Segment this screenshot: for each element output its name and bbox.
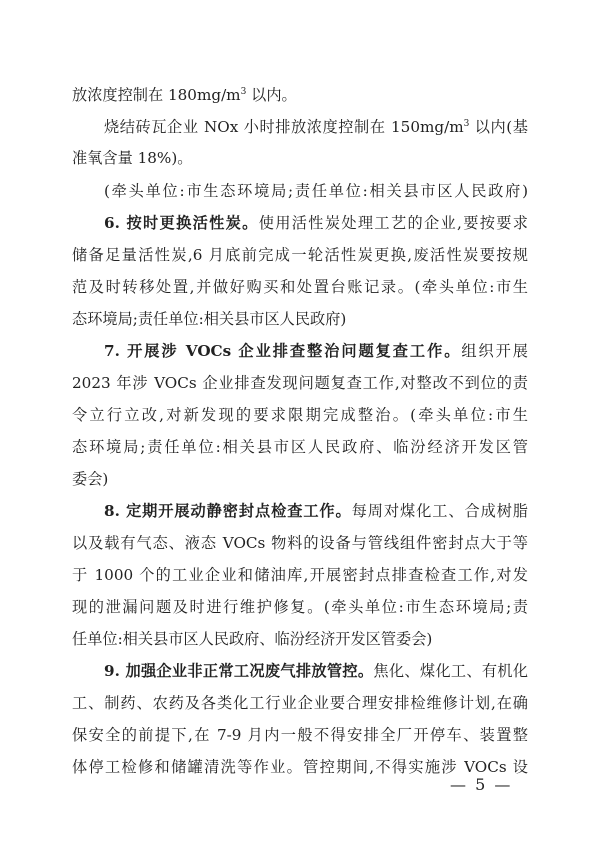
text-line [104,212,528,234]
text-line: 态环境局;责任单位:相关县市区人民政府、临汾经济开发区管 [72,438,528,456]
text-line: 任单位:相关县市区人民政府、临汾经济开发区管委会) [72,630,433,648]
text-run: 烧结砖瓦企业 NOx 小时排放浓度控制在 150mg/m [104,118,464,136]
section-heading: 8. 定期开展动静密封点检查工作。 [104,502,352,520]
text-line [104,660,528,682]
text-run: 焦化、煤化工、有机化 [373,662,528,680]
text-line: 2023 年涉 VOCs 企业排查发现问题复查工作,对整改不到位的责 [72,374,528,392]
text-line: 于 1000 个的工业企业和储油库,开展密封点排查检查工作,对发 [72,566,528,584]
text-line: 保安全的前提下,在 7-9 月内一般不得安排全厂开停车、装置整 [72,726,528,744]
text-line: 态环境局;责任单位:相关县市区人民政府) [72,310,347,328]
text-run: 放浓度控制在 180mg/m [72,86,241,104]
text-line [72,84,528,106]
text-line: (牵头单位:市生态环境局;责任单位:相关县市区人民政府) [104,182,528,200]
text-line: 体停工检修和储罐清洗等作业。管控期间,不得实施涉 VOCs 设 [72,758,528,776]
text-run: 组织开展 [461,342,528,360]
section-heading: 7. 开展涉 VOCs 企业排查整治问题复查工作。 [104,342,462,360]
superscript: 3 [463,118,470,129]
text-line: 准氧含量 18%)。 [72,149,193,167]
text-line: 现的泄漏问题及时进行维护修复。(牵头单位:市生态环境局;责 [72,598,528,616]
section-heading: 6. 按时更换活性炭。 [104,214,259,232]
text-line: 范及时转移处置,并做好购买和处置台账记录。(牵头单位:市生 [72,278,528,296]
text-line: 令立行立改,对新发现的要求限期完成整治。(牵头单位:市生 [72,406,528,424]
text-line [104,116,528,138]
text-run: 每周对煤化工、合成树脂 [351,502,528,520]
text-run: 使用活性炭处理工艺的企业,要按要求 [258,214,528,232]
section-heading: 9. 加强企业非正常工况废气排放管控。 [104,662,374,680]
text-line [104,500,528,522]
text-line [104,340,528,362]
text-line: 以及载有气态、液态 VOCs 物料的设备与管线组件密封点大于等 [72,534,528,552]
superscript: 3 [240,86,247,97]
text-line: 储备足量活性炭,6 月底前完成一轮活性炭更换,废活性炭要按规 [72,246,528,264]
page-number: — 5 — [450,775,513,794]
text-run: 以内。 [246,86,297,104]
text-run: 以内(基 [469,118,528,136]
text-line: 委会) [72,470,109,488]
text-line: 工、制药、农药及各类化工行业企业要合理安排检维修计划,在确 [72,694,528,712]
